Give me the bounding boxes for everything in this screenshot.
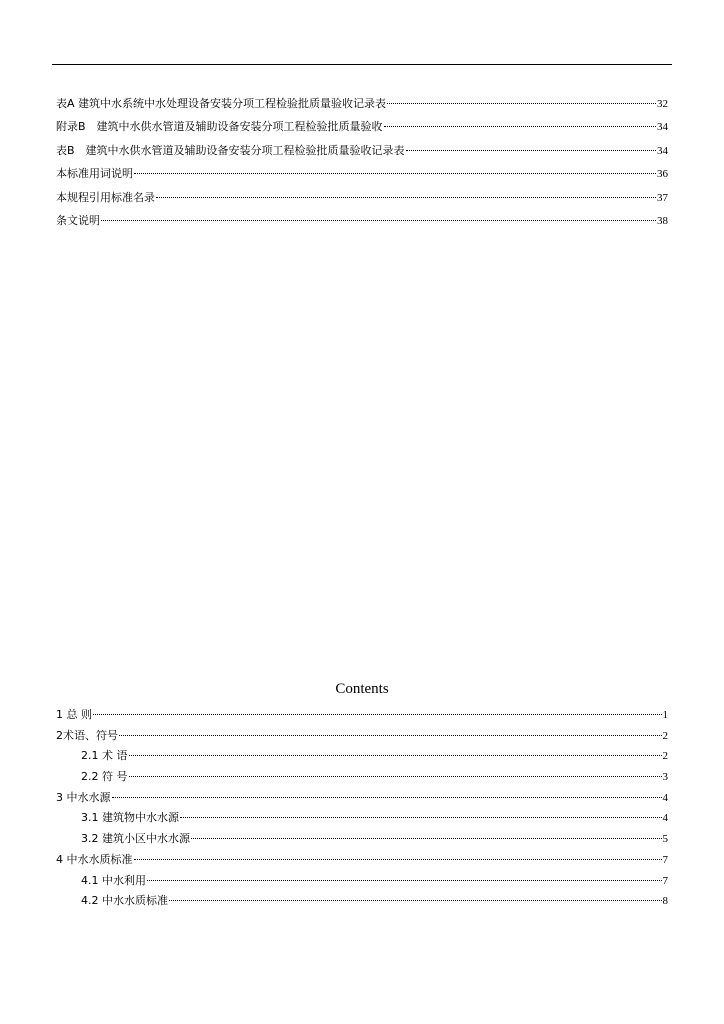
toc-entry-page: 7	[662, 853, 668, 866]
toc-subentry[interactable]	[56, 769, 668, 790]
toc-subentry[interactable]	[56, 873, 668, 894]
dot-leader	[129, 755, 662, 756]
toc-entry[interactable]	[56, 790, 668, 811]
toc-entry[interactable]	[56, 166, 668, 189]
dot-leader	[134, 859, 662, 860]
dot-leader	[93, 714, 662, 715]
dot-leader	[180, 817, 662, 818]
toc-entry-page: 34	[657, 121, 668, 134]
toc-entry[interactable]	[56, 852, 668, 873]
toc-upper-list	[56, 96, 668, 236]
toc-subentry[interactable]	[56, 748, 668, 769]
toc-entry[interactable]	[56, 213, 668, 236]
dot-leader	[406, 150, 656, 151]
toc-entry[interactable]	[56, 190, 668, 213]
toc-entry-label: 3.2 建筑小区中水水源	[81, 832, 190, 846]
toc-subentry[interactable]	[56, 893, 668, 914]
dot-leader	[156, 197, 656, 198]
dot-leader	[112, 797, 662, 798]
toc-entry-page: 36	[657, 168, 668, 181]
toc-contents-list	[56, 707, 668, 914]
dot-leader	[384, 126, 656, 127]
toc-entry-page: 1	[662, 709, 668, 721]
toc-entry-label: 3 中水水源	[56, 790, 111, 804]
header-rule	[52, 64, 672, 65]
toc-entry-label: 2.2 符 号	[81, 770, 128, 784]
dot-leader	[134, 173, 656, 174]
toc-entry-label: 4 中水水质标准	[56, 852, 133, 866]
dot-leader	[191, 838, 662, 839]
toc-entry-page: 5	[662, 833, 668, 846]
toc-entry-label: 表B 建筑中水供水管道及辅助设备安装分项工程检验批质量验收记录表	[56, 143, 405, 157]
contents-heading: Contents	[335, 681, 389, 697]
toc-entry-page: 3	[662, 771, 668, 784]
toc-entry-page: 4	[662, 812, 668, 825]
toc-entry-label: 本标准用词说明	[56, 167, 133, 181]
toc-subentry[interactable]	[56, 831, 668, 852]
toc-entry-page: 7	[662, 874, 668, 887]
toc-entry[interactable]	[56, 143, 668, 166]
toc-entry-page: 2	[662, 729, 668, 742]
toc-entry[interactable]	[56, 96, 668, 119]
dot-leader	[101, 220, 656, 221]
toc-entry-label: 2.1 术 语	[81, 749, 128, 763]
dot-leader	[129, 776, 662, 777]
dot-leader	[147, 880, 662, 881]
toc-entry-label: 表A 建筑中水系统中水处理设备安装分项工程检验批质量验收记录表	[56, 97, 387, 110]
toc-entry[interactable]	[56, 119, 668, 142]
toc-entry-page: 2	[662, 750, 668, 763]
toc-entry-page: 37	[657, 191, 668, 204]
toc-entry-page: 8	[662, 895, 668, 908]
dot-leader	[119, 735, 662, 736]
toc-entry-label: 2术语、符号	[56, 728, 118, 742]
toc-entry-label: 1 总 则	[56, 708, 92, 721]
toc-entry-page: 38	[657, 214, 668, 227]
toc-entry-page: 4	[662, 791, 668, 804]
dot-leader	[169, 900, 662, 901]
toc-entry[interactable]	[56, 707, 668, 728]
toc-entry-page: 34	[657, 144, 668, 157]
toc-entry-label: 4.1 中水利用	[81, 873, 146, 887]
toc-entry-label: 4.2 中水水质标准	[81, 894, 168, 908]
toc-entry-page: 32	[657, 98, 668, 110]
toc-entry-label: 3.1 建筑物中水水源	[81, 811, 179, 825]
toc-subentry[interactable]	[56, 810, 668, 831]
toc-entry-label: 附录B 建筑中水供水管道及辅助设备安装分项工程检验批质量验收	[56, 120, 383, 134]
toc-entry-label: 本规程引用标准名录	[56, 190, 155, 204]
toc-entry-label: 条文说明	[56, 213, 100, 227]
toc-entry[interactable]	[56, 728, 668, 749]
dot-leader	[387, 103, 656, 104]
